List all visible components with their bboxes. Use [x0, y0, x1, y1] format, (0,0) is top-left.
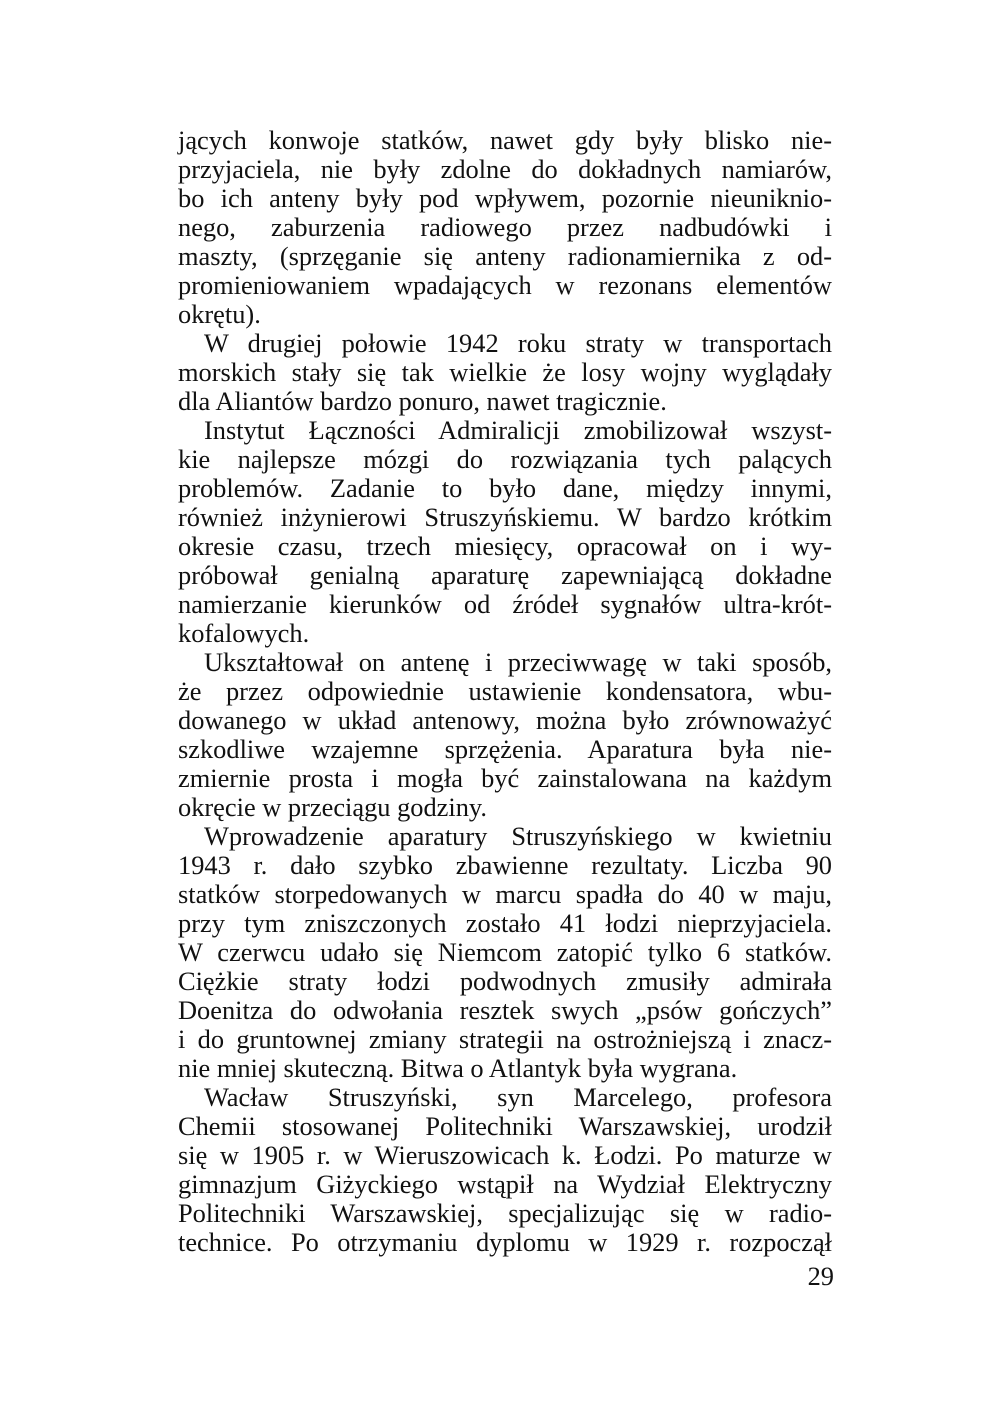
text-line: W drugiej połowie 1942 roku straty w transportach — [204, 328, 832, 358]
text-line: szkodliwe wzajemne sprzężenia. Aparatura była nie- — [178, 734, 832, 764]
text-line: jących konwoje statków, nawet gdy były blisko nie- — [178, 125, 832, 155]
text-line: promieniowaniem wpadających w rezonans elementów — [178, 270, 832, 300]
text-line: Politechniki Warszawskiej, specjalizując się w radio- — [178, 1198, 832, 1228]
text-line: kofalowych. — [178, 618, 310, 648]
text-line: statków storpedowanych w marcu spadła do 40 w maju, — [178, 879, 832, 909]
text-line: okresie czasu, trzech miesięcy, opracował on i wy- — [178, 531, 832, 561]
text-line: okręcie w przeciągu godziny. — [178, 792, 487, 822]
text-line: gimnazjum Giżyckiego wstąpił na Wydział Elektryczny — [178, 1169, 832, 1199]
text-line: zmiernie prosta i mogła być zainstalowana na każdym — [178, 763, 832, 793]
text-line: dowanego w układ antenowy, można było zrównoważyć — [178, 705, 832, 735]
text-line: przyjaciela, nie były zdolne do dokładnych namiarów, — [178, 154, 832, 184]
text-line: W czerwcu udało się Niemcom zatopić tylko 6 statków. — [178, 937, 832, 967]
text-line: się w 1905 r. w Wieruszowicach k. Łodzi. Po maturze w — [178, 1140, 832, 1170]
text-line: Wprowadzenie aparatury Struszyńskiego w kwietniu — [204, 821, 832, 851]
paragraph-5 — [178, 822, 832, 1083]
text-line: że przez odpowiednie ustawienie kondensatora, wbu- — [178, 676, 832, 706]
text-line: kie najlepsze mózgi do rozwiązania tych palących — [178, 444, 832, 474]
text-line: Ciężkie straty łodzi podwodnych zmusiły admirała — [178, 966, 832, 996]
paragraph-3 — [178, 416, 832, 648]
text-line: Wacław Struszyński, syn Marcelego, profesora — [204, 1082, 832, 1112]
text-line: morskich stały się tak wielkie że losy wojny wyglądały — [178, 357, 832, 387]
text-line: nego, zaburzenia radiowego przez nadbudówki i — [178, 212, 832, 242]
page-number: 29 — [807, 1261, 834, 1291]
text-line: problemów. Zadanie to było dane, między innymi, — [178, 473, 832, 503]
text-line: Ukształtował on antenę i przeciwwagę w taki sposób, — [204, 647, 832, 677]
text-line: również inżynierowi Struszyńskiemu. W bardzo krótkim — [178, 502, 832, 532]
paragraph-6 — [178, 1083, 832, 1257]
paragraph-1 — [178, 126, 832, 329]
paragraph-4 — [178, 648, 832, 822]
body-text — [178, 126, 832, 1257]
text-line: Doenitza do odwołania resztek swych „psów gończych” — [178, 995, 832, 1025]
text-line: okrętu). — [178, 299, 261, 329]
text-line: technice. Po otrzymaniu dyplomu w 1929 r. rozpoczął — [178, 1227, 832, 1257]
text-line: przy tym zniszczonych zostało 41 łodzi nieprzyjaciela. — [178, 908, 832, 938]
paragraph-2 — [178, 329, 832, 416]
text-line: namierzanie kierunków od źródeł sygnałów ultra-krót- — [178, 589, 832, 619]
text-line: nie mniej skuteczną. Bitwa o Atlantyk była wygrana. — [178, 1053, 738, 1083]
text-line: próbował genialną aparaturę zapewniającą dokładne — [178, 560, 832, 590]
text-line: Chemii stosowanej Politechniki Warszawskiej, urodził — [178, 1111, 832, 1141]
text-line: dla Aliantów bardzo ponuro, nawet tragicznie. — [178, 386, 667, 416]
text-line: bo ich anteny były pod wpływem, pozornie nieuniknio- — [178, 183, 832, 213]
text-line: Instytut Łączności Admiralicji zmobilizował wszyst- — [204, 415, 832, 445]
text-line: i do gruntownej zmiany strategii na ostrożniejszą i znacz- — [178, 1024, 832, 1054]
text-line: maszty, (sprzęganie się anteny radionamiernika z od- — [178, 241, 832, 271]
text-line: 1943 r. dało szybko zbawienne rezultaty. Liczba 90 — [178, 850, 832, 880]
